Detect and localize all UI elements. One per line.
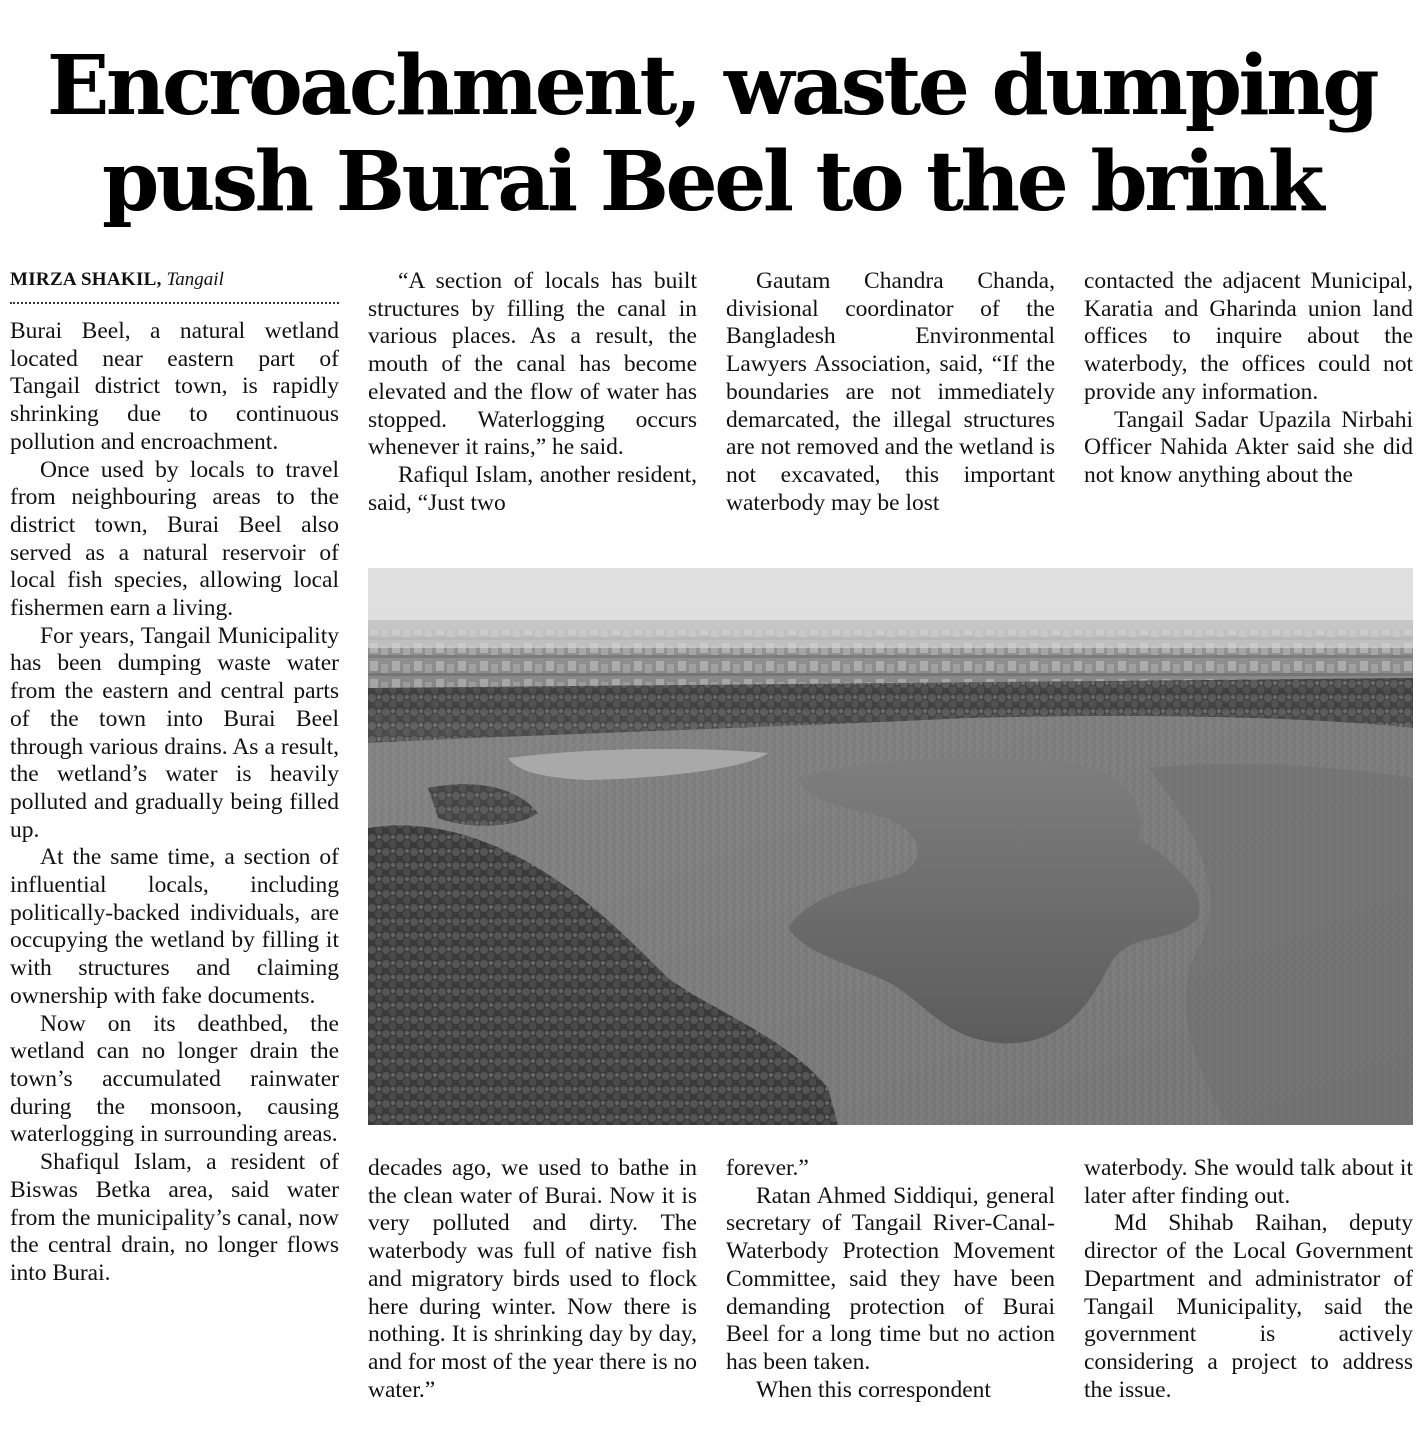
article-column-3-top [726,268,1055,517]
paragraph: For years, Tangail Municipality has been dumping waste water from the eastern and central parts of the town into Burai Beel through various drains. As a result, the wetland’s water is heavily polluted and gradually being filled up. [10,622,339,843]
paragraph: At the same time, a section of influential locals, including politically-backed individuals, are occupying the wetland by filling it with structures and claiming ownership with fake documents. [10,844,339,1009]
article-column-2-top [368,268,697,517]
paragraph: Tangail Sadar Upazila Nirbahi Officer Nahida Akter said she did not know anything about the [1084,406,1413,488]
paragraph: forever.” [726,1155,809,1181]
byline-divider [10,302,339,304]
paragraph: decades ago, we used to bathe in the clean water of Burai. Now it is very polluted and dirty. The waterbody was full of native fish and migratory birds used to flock here during winter. Now there is nothing. It is shrinking day by day, and for most of the year there is no water.” [368,1155,697,1403]
paragraph: “A section of locals has built structures by filling the canal in various places. As a result, the mouth of the canal has become elevated and the flow of water has stopped. Waterlogging occurs whenever it rains,” he said. [368,268,697,461]
headline-line-2: push Burai Beel to the brink [101,134,1322,230]
paragraph: Ratan Ahmed Siddiqui, general secretary of Tangail River-Canal-Waterbody Protection Movement Committee, said they have been demanding protection of Burai Beel for a long time but no action has been taken. [726,1182,1055,1375]
headline-line-1: Encroachment, waste dumping [46,38,1377,134]
paragraph: Shafiqul Islam, a resident of Biswas Betka area, said water from the municipality’s canal, now the central drain, no longer flows into Burai. [10,1149,339,1286]
aerial-wetland-photo [368,568,1413,1125]
article-column-4-bottom [1084,1155,1413,1404]
article-column-1 [10,318,339,1288]
paragraph: waterbody. She would talk about it later after finding out. [1084,1155,1413,1209]
paragraph: contacted the adjacent Municipal, Karatia and Gharinda union land offices to inquire about the waterbody, the offices could not provide any information. [1084,268,1413,405]
paragraph: Md Shihab Raihan, deputy director of the Local Government Department and administrator of Tangail Municipality, said the government is actively considering a project to address the issue. [1084,1210,1413,1403]
article-column-2-bottom [368,1155,697,1404]
byline-author: MIRZA SHAKIL, [10,269,162,290]
paragraph: Gautam Chandra Chanda, divisional coordinator of the Bangladesh Environmental Lawyers Association, said, “If the boundaries are not immediately demarcated, the illegal structures are not removed and the wetland is not excavated, this important waterbody may be lost [726,268,1055,516]
paragraph: Burai Beel, a natural wetland located near eastern part of Tangail district town, is rapidly shrinking due to continuous pollution and encroachment. [10,318,339,455]
article-column-3-bottom [726,1155,1055,1404]
paragraph: Once used by locals to travel from neighbouring areas to the district town, Burai Beel also served as a natural reservoir of local fish species, allowing local fishermen earn a living. [10,456,339,622]
byline-location: Tangail [166,269,224,290]
paragraph: Now on its deathbed, the wetland can no longer drain the town’s accumulated rainwater during the monsoon, causing waterlogging in surrounding areas. [10,1010,339,1148]
headline [0,38,1423,230]
article-column-4-top [1084,268,1413,490]
paragraph: When this correspondent [756,1376,991,1403]
byline [10,268,339,292]
paragraph: Rafiqul Islam, another resident, said, “Just two [368,461,697,516]
